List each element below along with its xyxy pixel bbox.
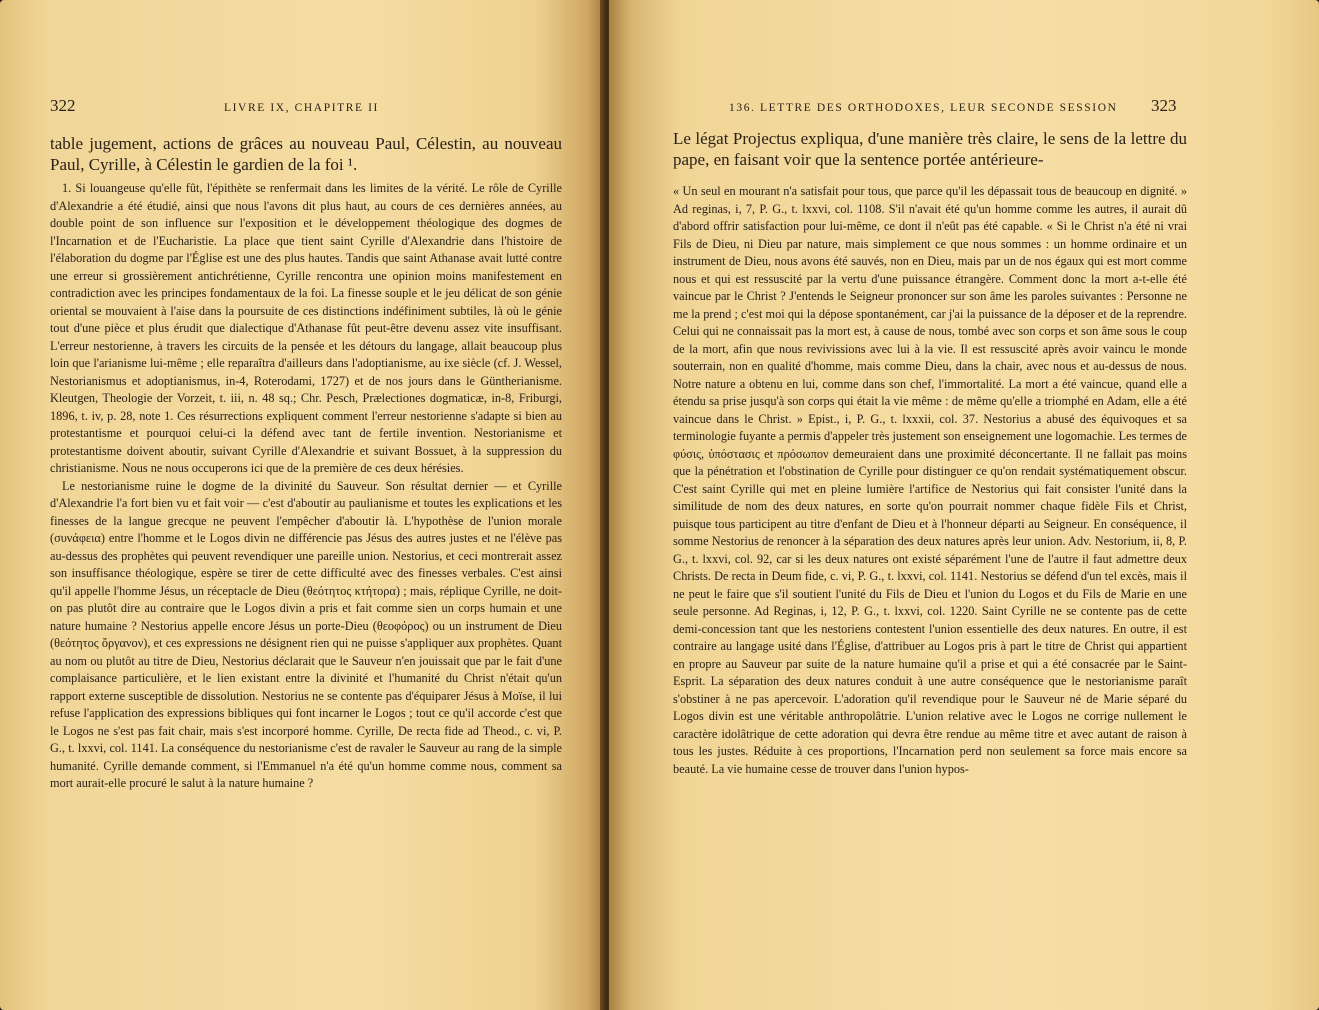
footnote xyxy=(50,180,562,793)
footnote-paragraph: 1. Si louangeuse qu'elle fût, l'épithète se renfermait dans les limites de la vérité. Le rôle de Cyrille d'Alexandrie a été étudié, ainsi que nous l'avons dit plus haut, au cours de ces dernières années, au double point de son influence sur l'exposition et le développement théologique des dogmes de l'Incarnation et de l'Eucharistie. La place que tient saint Cyrille d'Alexandrie dans l'histoire de l'élaboration du dogme par l'Église est une des plus hautes. Tandis que saint Athanase avait lutté contre une erreur si grossièrement antichrétienne, Cyrille rencontra une opinion moins manifestement en contradiction avec les principes fondamentaux de la foi. La finesse souple et le jeu délicat de son génie oriental se mouvaient à l'aise dans la poursuite de ces distinctions indéfiniment subtiles, là où le génie tout d'une pièce et plus érudit que dialectique d'Athanase fût peut-être devenu assez vite insuffisant. L'erreur nestorienne, à travers les circuits de la pensée et les détours du langage, allait beaucoup plus loin que l'arianisme lui-même ; elle reparaîtra d'ailleurs dans l'adoptianisme, au ixe siècle (cf. J. Wessel, Nestorianismus et adoptianismus, in-4, Roterodami, 1727) et de nos jours dans le Güntherianisme. Kleutgen, Theologie der Vorzeit, t. iii, n. 48 sq.; Chr. Pesch, Prælectiones dogmaticæ, in-8, Friburgi, 1896, t. iv, p. 28, note 1. Ces résurrections expliquent comment l'erreur nestorienne s'adapte si bien au protestantisme et pourquoi celui-ci la défend avec tant de fertile invention. Nestorianisme et protestantisme doivent aboutir, suivant Cyrille d'Alexandrie et suivant Bossuet, à la suppression du christianisme. Nous ne nous occuperons ici que de la première de ces deux hérésies. xyxy=(50,181,562,475)
left-page-header xyxy=(0,94,606,120)
right-page-header xyxy=(609,94,1319,120)
main-text xyxy=(50,133,562,175)
page-number: 323 xyxy=(1151,96,1177,115)
main-text-paragraph: table jugement, actions de grâces au nouveau Paul, Célestin, au nouveau Paul, Cyrille, à Célestin le gardien de la foi ¹. xyxy=(50,134,562,174)
footnote-paragraph: « Un seul en mourant n'a satisfait pour tous, que parce qu'il les dépassait tous de beaucoup en dignité. » Ad reginas, i, 7, P. G., t. lxxvi, col. 1108. S'il n'avait été qu'un homme comme les autres, il aurait dû d'abord offrir satisfaction pour lui-même, ce dont il n'eût pas été capable. « Si le Christ n'a été ni vrai Fils de Dieu, ni Dieu par nature, mais simplement ce que nous sommes : un homme ordinaire et un instrument de Dieu, nous avons été sauvés, non en Dieu, mais par un de nos égaux qui est mort comme nous et qui est ressuscité par la vertu d'une puissance étrangère. Comment donc la mort a-t-elle été vaincue par le Christ ? J'entends le Seigneur prononcer sur son âme les paroles suivantes : Personne ne me la prend ; c'est moi qui la dépose spontanément, car j'ai la puissance de la déposer et de la reprendre. Celui qui ne connaissait pas la mort est, à cause de nous, tombé avec son corps et son âme sous le coup de la mort, afin que nous revivissions avec lui à la vie. Il est ressuscité après avoir vaincu le monde souterrain, non en qualité d'homme, mais comme Dieu, dans la chair, avec nous et au-dessus de nous. Notre nature a obtenu en lui, comme dans son chef, l'immortalité. La mort a été vaincue, quand elle a étendu sa prise jusqu'à son corps qui était la vie même : de même qu'elle a triomphé en Adam, elle a été vaincue dans le Christ. » Epist., i, P. G., t. lxxxii, col. 37. Nestorius a abusé des équivoques et sa terminologie fuyante a permis d'appeler très justement son enseignement une logomachie. Les termes de φύσις, ὑπόστασις et πρόσωπον demeuraient dans une proximité déconcertante. Il ne fallait pas moins que la pénétration et l'obstination de Cyrille pour distinguer ce qu'on rendait systématiquement obscur. C'est saint Cyrille qui met en pleine lumière l'artifice de Nestorius qui fait consister l'unité dans la similitude de nom des deux natures, en sorte qu'on pourrait nommer chaque fidèle Fils et Christ, puisque tous participent au titre d'enfant de Dieu et à l'honneur départi au Seigneur. En conséquence, il somme Nestorius de renoncer à la séparation des deux natures après leur union. Adv. Nestorium, ii, 8, P. G., t. lxxvi, col. 92, car si les deux natures ont existé séparément l'une de l'autre il faut admettre deux Christs. De recta in Deum fide, c. vi, P. G., t. lxxvi, col. 1141. Nestorius se défend d'un tel excès, mais il ne peut le faire que s'il soutient l'unité du Fils de Dieu et l'union du Logos et du Fils de Marie en une seule personne. Ad Reginas, i, 12, P. G., t. lxxvi, col. 1220. Saint Cyrille ne se contente pas de cette demi-concession tant que les nestoriens contestent l'union essentielle des deux natures. En outre, il est contraire au langage usité dans l'Église, d'attribuer au Logos pris à part le titre de Christ qui appartient en propre au Sauveur par suite de la nature humaine qu'il a prise et qui a été consacrée par le Saint-Esprit. La séparation des deux natures conduit à une autre conséquence que le nestorianisme paraît s'obstiner à ne pas apercevoir. L'adoration qu'il revendique pour le Sauveur né de Marie séparé du Logos divin est une véritable anthropolâtrie. L'union relative avec le Logos ne corrige nullement le caractère idolâtrique de cette adoration qui devra être rendue au même titre et avec autant de raison à tous les justes. Réduite à ces proportions, l'Incarnation perd non seulement sa force mais encore sa beauté. La vie humaine cesse de trouver dans l'union hypos- xyxy=(673,184,1187,776)
footnote-paragraph: Le nestorianisme ruine le dogme de la divinité du Sauveur. Son résultat dernier — et Cyrille d'Alexandrie l'a fort bien vu et fait voir — c'est d'aboutir au paulianisme et toutes les explications et les finesses de la langue grecque ne peuvent l'empêcher d'aboutir là. L'hypothèse de l'union morale (συνάφεια) entre l'homme et le Logos divin ne différencie pas Jésus des autres justes et ne l'élève pas au-dessus des prophètes qui peuvent revendiquer une pareille union. Nestorius, et ceci montrerait assez son insuffisance théologique, espère se tirer de cette difficulté avec des finesses verbales. C'est ainsi qu'il appelle l'homme Jésus, un réceptacle de Dieu (θεότητος κτήτορα) ; mais, réplique Cyrille, ne doit-on pas plutôt dire au contraire que le Logos divin a pris et fait comme sien un corps humain et une nature humaine ? Nestorius appelle encore Jésus un porte-Dieu (θεοφόρος) ou un instrument de Dieu (θεότητος ὄργανον), et ces expressions ne désignent rien qui ne puisse s'appliquer aux prophètes. Quant au nom ou plutôt au titre de Dieu, Nestorius déclarait que le Sauveur n'en jouissait que par le fait d'une complaisance particulière, et le lien existant entre la divinité et l'humanité du Christ n'était qu'un rapport externe susceptible de dissolution. Nestorius ne se contente pas d'équiparer Jésus à Moïse, il lui refuse l'application des expressions bibliques qui font incarner le Logos ; tout ce qu'il accorde c'est que le Logos ne s'est pas fait chair, mais s'est incorporé homme. Cyrille, De recta fide ad Theod., c. vi, P. G., t. lxxvi, col. 1141. La conséquence du nestorianisme c'est de ravaler le Sauveur au rang de la simple humanité. Cyrille demande comment, si l'Emmanuel n'a été qu'un homme comme nous, comment sa mort aurait-elle procuré le salut à la nature humaine ? xyxy=(50,478,562,790)
running-head: LIVRE IX, CHAPITRE II xyxy=(224,102,379,114)
page-number: 322 xyxy=(50,96,76,115)
main-text-paragraph: Le légat Projectus expliqua, d'une manière très claire, le sens de la lettre du pape, en faisant voir que la sentence portée antérieure- xyxy=(673,129,1187,169)
running-head: 136. LETTRE DES ORTHODOXES, LEUR SECONDE SESSION xyxy=(729,102,1118,114)
footnote xyxy=(673,183,1187,778)
right-page xyxy=(609,0,1319,1010)
left-page xyxy=(0,0,606,1010)
main-text xyxy=(673,128,1187,170)
